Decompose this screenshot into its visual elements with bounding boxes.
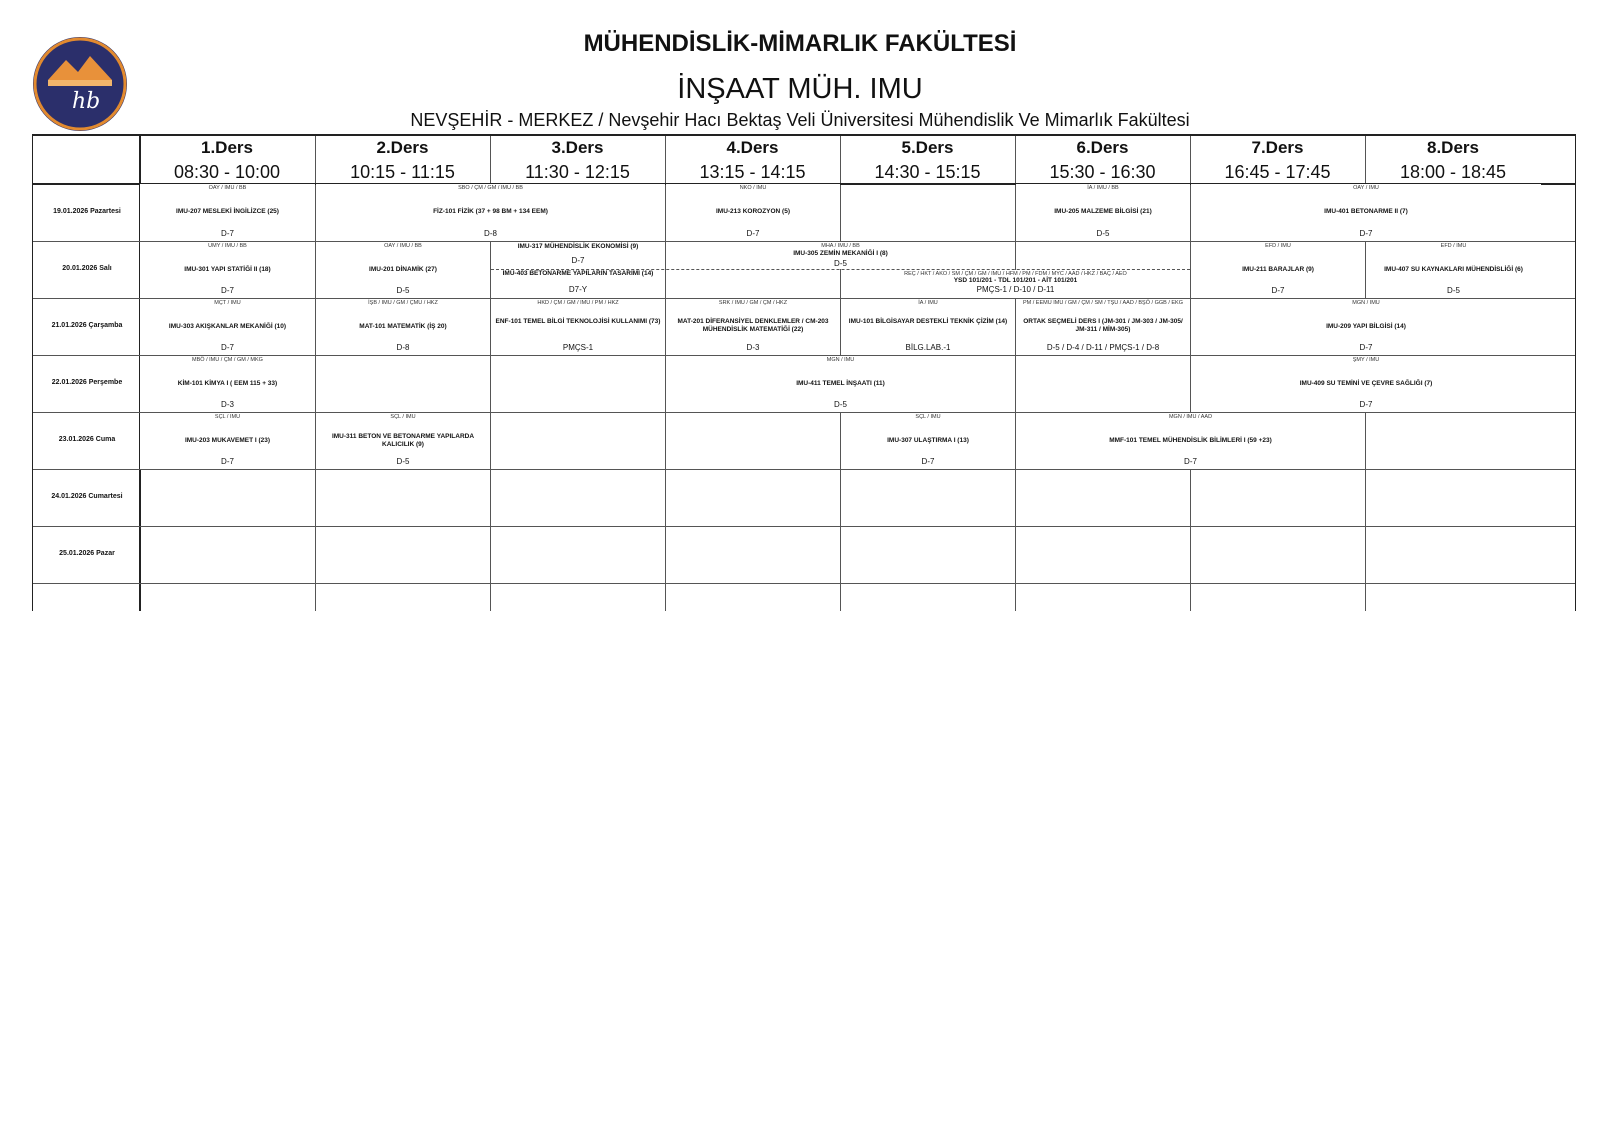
class-entry: OAY / IMU / BB IMU-201 DİNAMİK (27) D-5	[316, 242, 490, 298]
class-entry: MBÖ / IMU / ÇM / GM / MKG KİM-101 KİMYA I ( EEM 115 + 33) D-3	[140, 356, 315, 412]
class-entry: SÇL / IMU IMU-311 BETON VE BETONARME YAPILARDA KALICILIK (9) D-5	[316, 413, 490, 469]
class-entry: IMU-317 MÜHENDİSLİK EKONOMİSİ (9) D-7	[491, 242, 665, 269]
class-entry: SRK / IMU / GM / ÇM / HKZ MAT-201 DİFERANSİYEL DENKLEMLER / CM-203 MÜHENDİSLİK MATEMATİĞİ (22) D-3	[666, 299, 840, 355]
period-header-7: 7.Ders 16:45 - 17:45	[1224, 138, 1331, 182]
class-entry: SÇL / IMU IMU-307 ULAŞTIRMA I (13) D-7	[841, 413, 1015, 469]
class-entry: NKO / IMU IMU-213 KOROZYON (5) D-7	[666, 184, 840, 241]
class-entry: ŞMY / IMU IMU-409 SU TEMİNİ VE ÇEVRE SAĞLIĞI (7) D-7	[1191, 356, 1541, 412]
period-header-4: 4.Ders 13:15 - 14:15	[699, 138, 806, 182]
period-header-3: 3.Ders 11:30 - 12:15	[525, 138, 630, 182]
period-header-1: 1.Ders 08:30 - 10:00	[173, 138, 281, 182]
class-entry: REÇ / HKT / AKO / SM / ÇM / GM / IMU / HFM / PM / FDM / MYC / AAD / HKZ / BAÇ / AEO YSD 101/201 - TDL 101/201 - AİT 101/201 PMÇS-1 / D-10 / D-11	[841, 270, 1190, 298]
class-entry: İA / IMU IMU-101 BİLGİSAYAR DESTEKLİ TEKNİK ÇİZİM (14) BİLG.LAB.-1	[841, 299, 1015, 355]
schedule-table	[32, 134, 1576, 611]
class-entry: OAY / IMU IMU-401 BETONARME II (7) D-7	[1191, 184, 1541, 241]
faculty-title: MÜHENDİSLİK-MİMARLIK FAKÜLTESİ	[583, 30, 1017, 57]
day-label: 24.01.2026 Cumartesi	[51, 493, 123, 500]
class-entry: SÇL / IMU IMU-203 MUKAVEMET I (23) D-7	[140, 413, 315, 469]
class-entry: MÇT / IMU IMU-303 AKIŞKANLAR MEKANİĞİ (10) D-7	[140, 299, 315, 355]
class-entry: EFD / IMU IMU-211 BARAJLAR (9) D-7	[1191, 242, 1365, 298]
period-header-2: 2.Ders 10:15 - 11:15	[350, 138, 455, 182]
split-divider	[491, 269, 1190, 270]
day-label: 19.01.2026 Pazartesi	[53, 208, 121, 215]
department-title: İNŞAAT MÜH. IMU	[677, 73, 923, 105]
class-entry: PM / EEMU IMU / GM / ÇM / SM / TŞU / AAD / BŞÖ / GGB / EKG ORTAK SEÇMELİ DERS I (JM-301 / JM-303 / JM-305/ JM-311 / MİM-305) D-5 / D-4 / D-11 / PMÇS-1 / D-8	[1016, 299, 1190, 355]
class-entry: EFD / IMU IMU-407 SU KAYNAKLARI MÜHENDİSLİĞİ (6) D-5	[1366, 242, 1541, 298]
class-entry: MGN / IMU / AAD MMF-101 TEMEL MÜHENDİSLİK BİLİMLERİ I (59 +23) D-7	[1016, 413, 1365, 469]
class-entry: IMU-403 BETONARME YAPILARIN TASARIMI (14) D7-Y	[491, 270, 665, 298]
location-subtitle: NEVŞEHİR - MERKEZ / Nevşehir Hacı Bektaş Veli Üniversitesi Mühendislik Ve Mimarlık Fakültesi	[410, 110, 1190, 130]
class-entry: MHA / IMU / BB IMU-305 ZEMİN MEKANİĞİ I (8) D-5	[666, 242, 1015, 269]
day-label: 25.01.2026 Pazar	[59, 550, 115, 557]
day-label: 22.01.2026 Perşembe	[51, 379, 123, 386]
class-entry: UMY / IMU / BB IMU-301 YAPI STATİĞİ II (18) D-7	[140, 242, 315, 298]
class-entry: MGN / IMU IMU-209 YAPI BİLGİSİ (14) D-7	[1191, 299, 1541, 355]
svg-text:hb: hb	[72, 89, 101, 114]
class-entry: İŞB / IMU / GM / ÇMU / HKZ MAT-101 MATEMATİK (İŞ 20) D-8	[316, 299, 490, 355]
day-label: 23.01.2026 Cuma	[58, 436, 116, 443]
day-label: 21.01.2026 Çarşamba	[51, 322, 123, 329]
class-entry: HKD / ÇM / GM / IMU / PM / HKZ ENF-101 TEMEL BİLGİ TEKNOLOJİSİ KULLANIMI (73) PMÇS-1	[491, 299, 665, 355]
period-header-5: 5.Ders 14:30 - 15:15	[874, 138, 981, 182]
class-entry: İA / IMU / BB IMU-205 MALZEME BİLGİSİ (21) D-5	[1016, 184, 1190, 241]
period-header-6: 6.Ders 15:30 - 16:30	[1049, 138, 1156, 182]
period-header-8: 8.Ders 18:00 - 18:45	[1399, 138, 1507, 182]
day-label: 20.01.2026 Salı	[62, 265, 112, 272]
class-entry: MGN / IMU IMU-411 TEMEL İNŞAATI (11) D-5	[666, 356, 1015, 412]
class-entry: SBO / ÇM / GM / IMU / BB FİZ-101 FİZİK (37 + 98 BM + 134 EEM) D-8	[316, 184, 665, 241]
class-entry: OAY / IMU / BB IMU-207 MESLEKİ İNGİLİZCE (25) D-7	[140, 184, 315, 241]
